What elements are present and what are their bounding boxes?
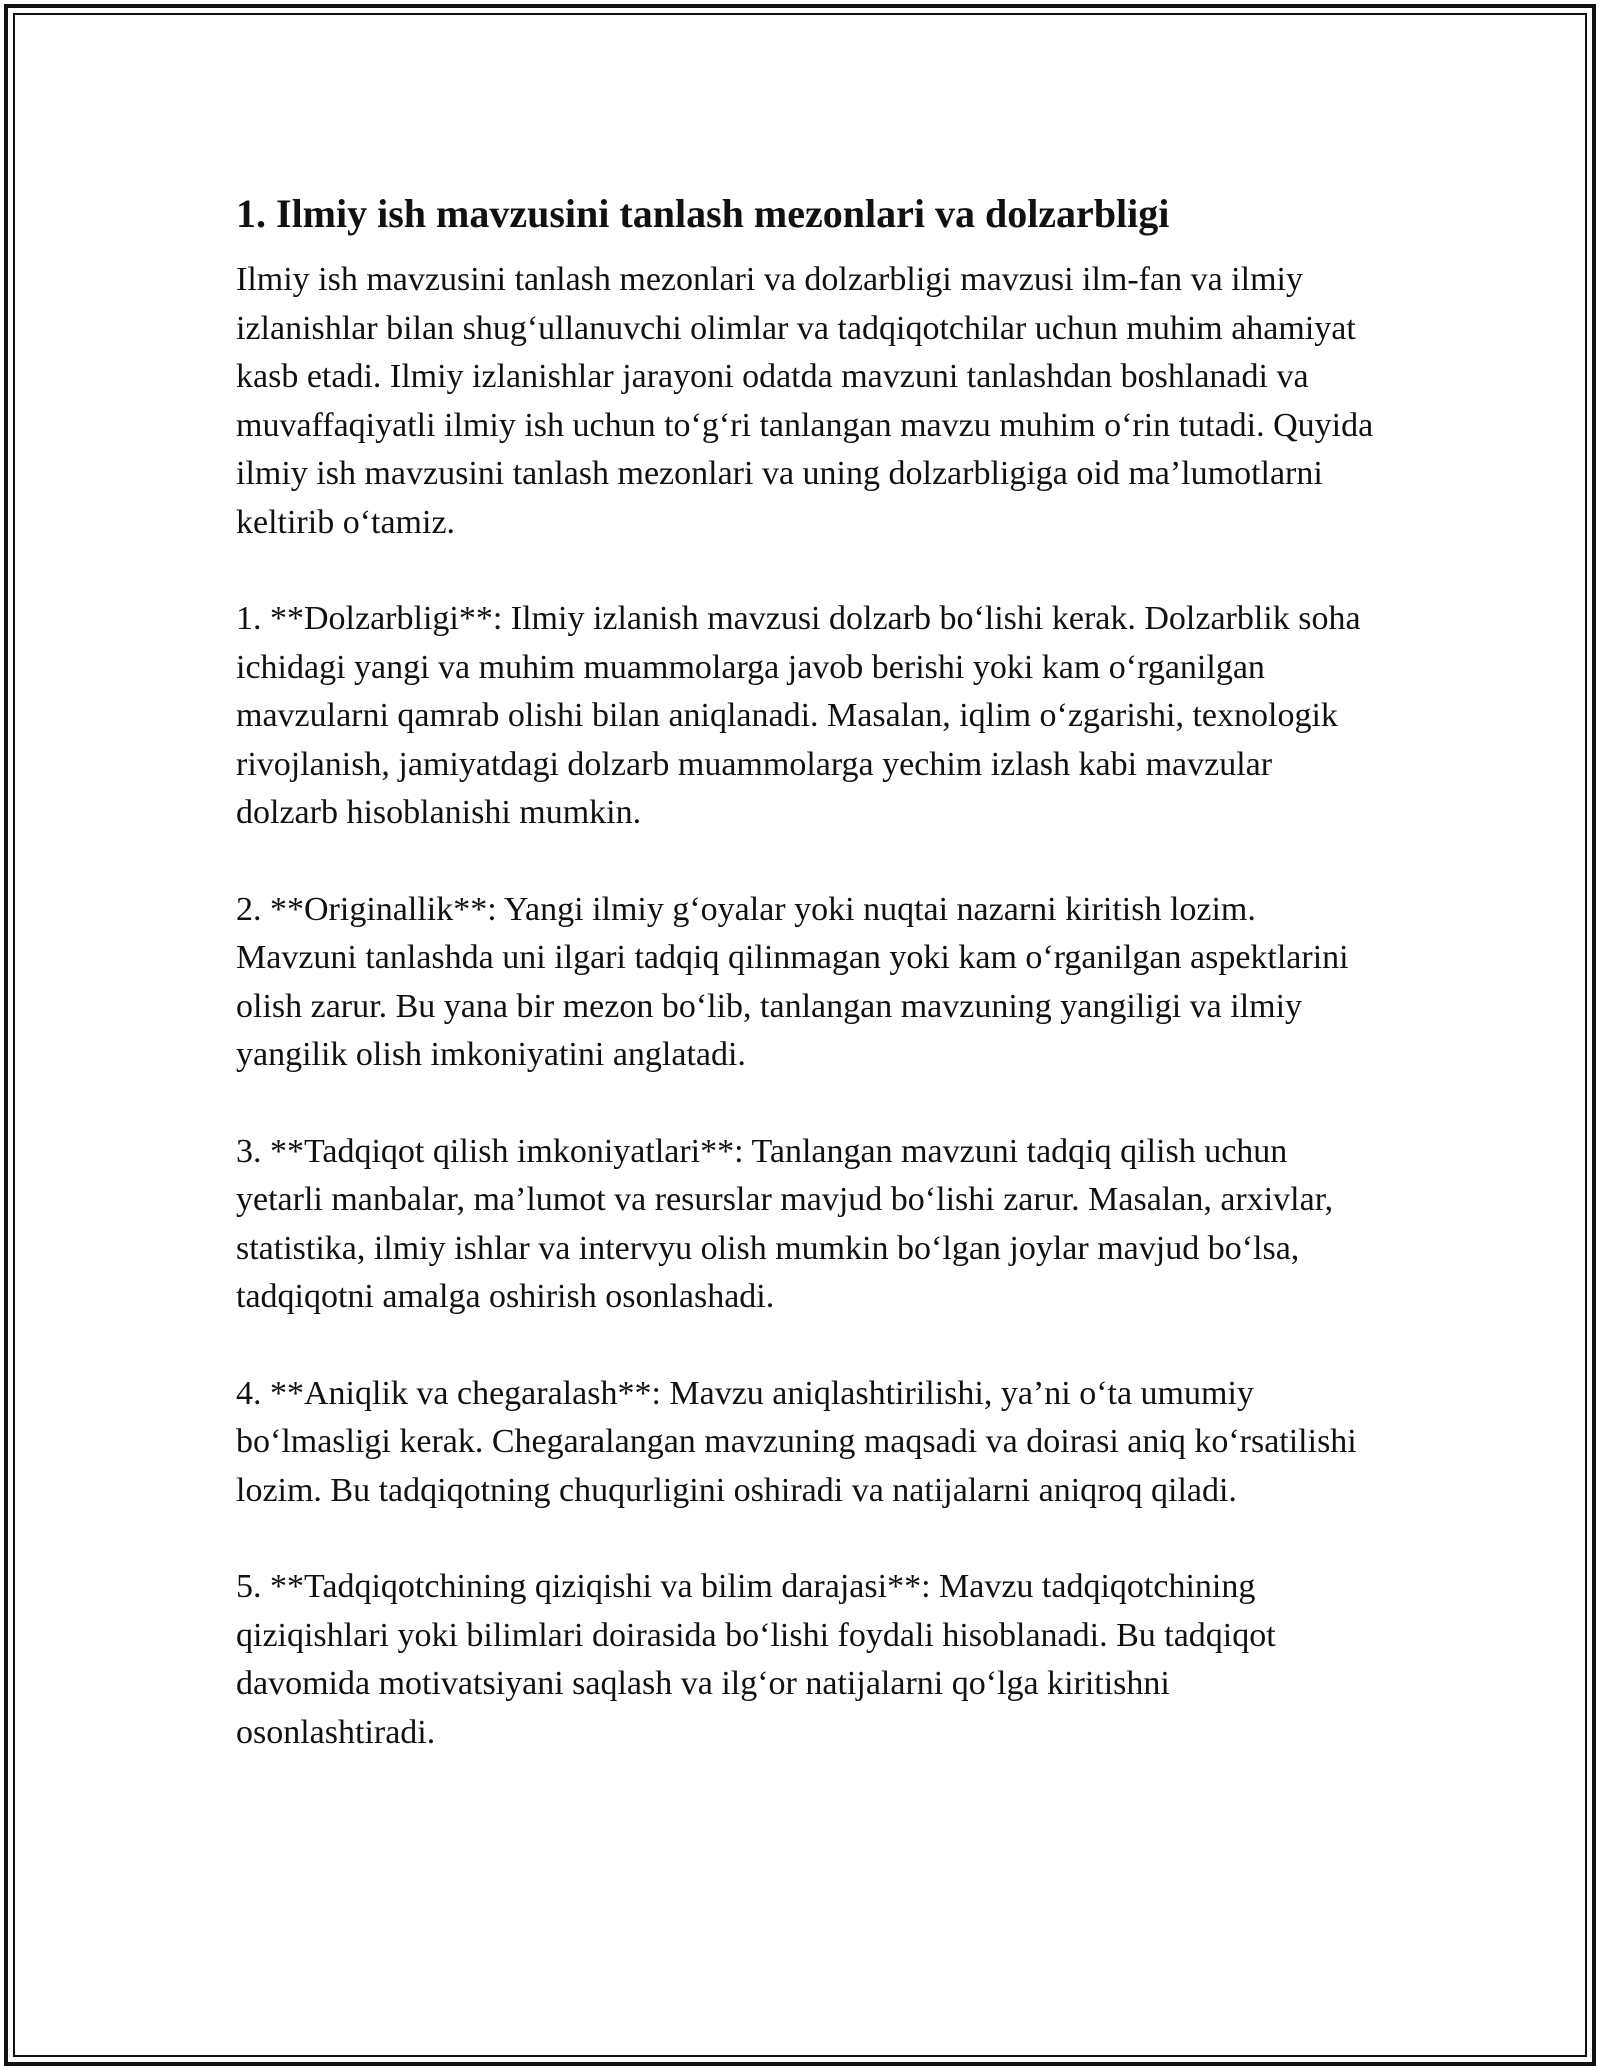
document-title: 1. Ilmiy ish mavzusini tanlash mezonlari va dolzarbligi [236, 191, 1170, 236]
document-body [236, 186, 1376, 1805]
intro-paragraph: Ilmiy ish mavzusini tanlash mezonlari va dolzarbligi mavzusi ilm-fan va ilmiy izlanishlar bilan shug‘ullanuvchi olimlar va tadqiqotchilar uchun muhim ahamiyat kasb etadi. Ilmiy izlanishlar jarayoni odatda mavzuni tanlashdan boshlanadi va muvaffaqiyatli ilmiy ish uchun to‘g‘ri tanlangan mavzu muhim o‘rin tutadi. Quyida ilmiy ish mavzusini tanlash mezonlari va uning dolzarbligiga oid ma’lumotlarni keltirib o‘tamiz. [236, 261, 1374, 541]
criterion-relevance-paragraph: 1. **Dolzarbligi**: Ilmiy izlanish mavzusi dolzarb bo‘lishi kerak. Dolzarblik soha ichidagi yangi va muhim muammolarga javob berishi yoki kam o‘rganilgan mavzularni qamrab olishi bilan aniqlanadi. Masalan, iqlim o‘zgarishi, texnologik rivojlanish, jamiyatdagi dolzarb muammolarga yechim izlash kabi mavzular dolzarb hisoblanishi mumkin. [236, 600, 1361, 831]
criterion-researcher-interest-paragraph: 5. **Tadqiqotchining qiziqishi va bilim darajasi**: Mavzu tadqiqotchining qiziqishlari yoki bilimlari doirasida bo‘lishi foydali hisoblanadi. Bu tadqiqot davomida motivatsiyani saqlash va ilg‘or natijalarni qo‘lga kiritishni osonlashtiradi. [236, 1568, 1276, 1751]
criterion-originality-paragraph: 2. **Originallik**: Yangi ilmiy g‘oyalar yoki nuqtai nazarni kiritish lozim. Mavzuni tanlashda uni ilgari tadqiq qilinmagan yoki kam o‘rganilgan aspektlarini olish zarur. Bu yana bir mezon bo‘lib, tanlangan mavzuning yangiligi va ilmiy yangilik olish imkoniyatini anglatadi. [236, 890, 1349, 1073]
criterion-research-feasibility-paragraph: 3. **Tadqiqot qilish imkoniyatlari**: Tanlangan mavzuni tadqiq qilish uchun yetarli manbalar, ma’lumot va resurslar mavjud bo‘lishi zarur. Masalan, arxivlar, statistika, ilmiy ishlar va intervyu olish mumkin bo‘lgan joylar mavjud bo‘lsa, tadqiqotni amalga oshirish osonlashadi. [236, 1132, 1334, 1315]
criterion-precision-scope-paragraph: 4. **Aniqlik va chegaralash**: Mavzu aniqlashtirilishi, ya’ni o‘ta umumiy bo‘lmasligi kerak. Chegaralangan mavzuning maqsadi va doirasi aniq ko‘rsatilishi lozim. Bu tadqiqotning chuqurligini oshiradi va natijalarni aniqroq qiladi. [236, 1374, 1357, 1509]
